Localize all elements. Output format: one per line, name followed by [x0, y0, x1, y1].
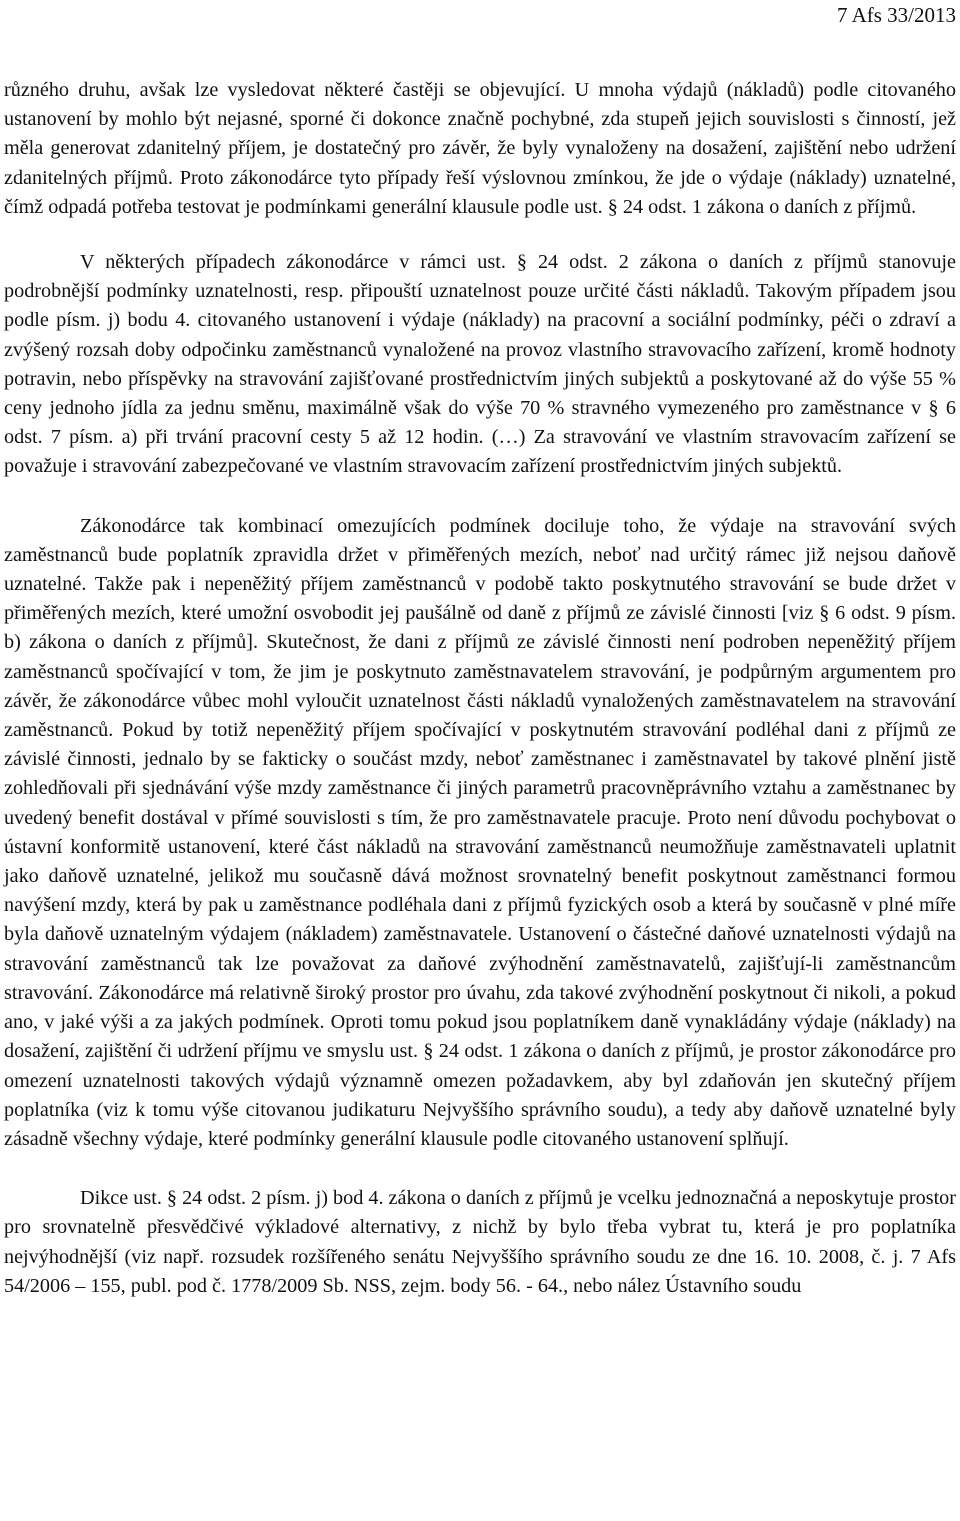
document-body [4, 76, 956, 1301]
paragraph-legislator-conditions: Zákonodárce tak kombinací omezujících podmínek dociluje toho, že výdaje na stravování svých zaměstnanců bude poplatník zpravidla držet v přiměřených mezích, neboť nad určitý rámec již nejsou daňově uznatelné. Takže pak i nepeněžitý příjem zaměstnanců v podobě takto poskytnutého stravování se bude držet v přiměřených mezích, které umožní osvobodit jej paušálně od daně z příjmů ze závislé činnosti [viz § 6 odst. 9 písm. b) zákona o daních z příjmů]. Skutečnost, že dani z příjmů ze závislé činnosti není podroben nepeněžitý příjem zaměstnanců spočívající v tom, že jim je poskytnuto zaměstnavatelem stravování, je podpůrným argumentem pro závěr, že zákonodárce vůbec mohl vyloučit uznatelnost části nákladů vynaložených zaměstnavatelem na stravování zaměstnanců. Pokud by totiž nepeněžitý příjem spočívající v poskytnutém stravování podléhal dani z příjmů ze závislé činnosti, jednalo by se fakticky o součást mzdy, neboť zaměstnanec i zaměstnavatel by takové plnění jistě zohledňovali při sjednávání výše mzdy zaměstnance či jiných parametrů pracovněprávního vztahu a zaměstnanec by uvedený benefit dostával v přímé souvislosti s tím, že pro zaměstnavatele pracuje. Proto není důvodu pochybovat o ústavní konformitě ustanovení, které část nákladů na stravování zaměstnanců neumožňuje zaměstnavateli uplatnit jako daňově uznatelné, jelikož mu současně dává možnost srovnatelný benefit poskytnout zaměstnanci formou navýšení mzdy, která by pak u zaměstnance podléhala dani z příjmů fyzických osob a která by současně v plné míře byla daňově uznatelným výdajem (nákladem) zaměstnavatele. Ustanovení o částečné daňové uznatelnosti výdajů na stravování zaměstnanců tak lze považovat za daňové zvýhodnění zaměstnavatelů, zajišťují-li zaměstnancům stravování. Zákonodárce má relativně široký prostor pro úvahu, zda takové zvýhodnění poskytnout či nikoli, a pokud ano, v jaké výši a za jakých podmínek. Oproti tomu pokud jsou poplatníkem daně vynakládány výdaje (náklady) na dosažení, zajištění či udržení příjmu ve smyslu ust. § 24 odst. 1 zákona o daních z příjmů, je prostor zákonodárce pro omezení uznatelnosti takových výdajů významně omezen požadavkem, aby byl zdaňován jen skutečný příjem poplatníka (viz k tomu výše citovanou judikaturu Nejvyššího správního soudu), a tedy aby daňově uznatelné byly zásadně všechny výdaje, které podmínky generální klausule podle citovaného ustanovení splňují. [4, 514, 956, 1150]
paragraph-subsection-2: V některých případech zákonodárce v rámci ust. § 24 odst. 2 zákona o daních z příjmů stanovuje podrobnější podmínky uznatelnosti, resp. připouští uznatelnost pouze určité části nákladů. Takovým případem jsou podle písm. j) bodu 4. citovaného ustanovení i výdaje (náklady) na pracovní a sociální podmínky, péči o zdraví a zvýšený rozsah doby odpočinku zaměstnanců vynaložené na provoz vlastního stravovacího zařízení, kromě hodnoty potravin, nebo příspěvky na stravování zajišťované prostřednictvím jiných subjektů a poskytované až do výše 55 % ceny jednoho jídla za jednu směnu, maximálně však do výše 70 % stravného vymezeného pro zaměstnance v § 6 odst. 7 písm. a) při trvání pracovní cesty 5 až 12 hodin. (…) Za stravování ve vlastním stravovacím zařízení se považuje i stravování zabezpečované ve vlastním stravovacím zařízení prostřednictvím jiných subjektů. [4, 251, 956, 478]
paragraph-continuation: různého druhu, avšak lze vysledovat některé častěji se objevující. U mnoha výdajů (nákladů) podle citovaného ustanovení by mohlo být nejasné, sporné či dokonce značně pochybné, zda stupeň jejich souvislosti s činností, jež měla generovat zdanitelný příjem, je dostatečný pro závěr, že byly vynaloženy na dosažení, zajištění nebo udržení zdanitelných příjmů. Proto zákonodárce tyto případy řeší výslovnou zmínkou, že jde o výdaje (náklady) uznatelné, čímž odpadá potřeba testovat je podmínkami generální klausule podle ust. § 24 odst. 1 zákona o daních z příjmů. [4, 79, 956, 218]
paragraph-wording: Dikce ust. § 24 odst. 2 písm. j) bod 4. zákona o daních z příjmů je vcelku jednoznačná a neposkytuje prostor pro srovnatelně přesvědčivé výkladové alternativy, z nichž by bylo třeba vybrat tu, která je pro poplatníka nejvýhodnější (viz např. rozsudek rozšířeného senátu Nejvyššího správního soudu ze dne 16. 10. 2008, č. j. 7 Afs 54/2006 – 155, publ. pod č. 1778/2009 Sb. NSS, zejm. body 56. - 64., nebo nález Ústavního soudu [4, 1187, 956, 1297]
case-number-header: 7 Afs 33/2013 [836, 3, 956, 27]
